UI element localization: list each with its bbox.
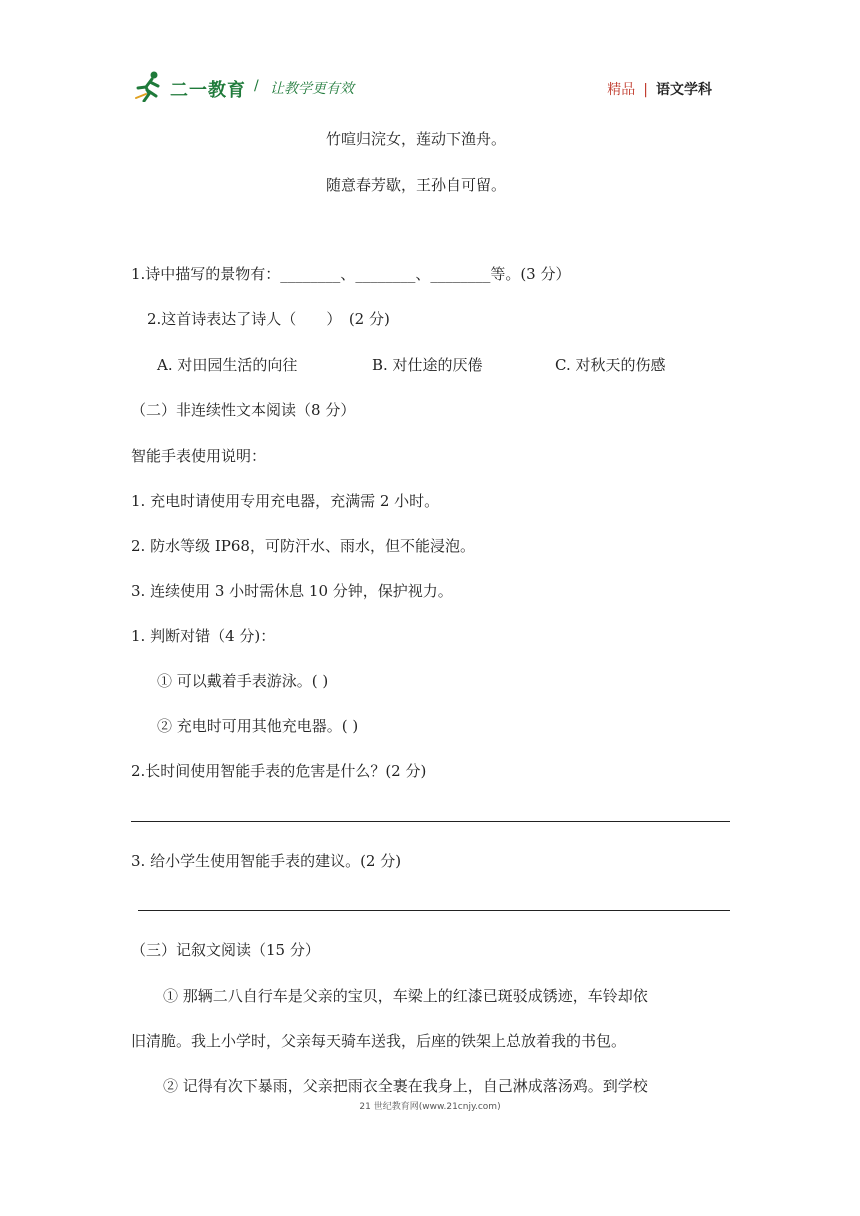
quality-tag: 精品 (607, 82, 636, 98)
paragraph-1-line-2: 旧清脆。我上小学时，父亲每天骑车送我，后座的铁架上总放着我的书包。 (131, 1032, 627, 1050)
instruction-3: 3. 连续使用 3 小时需休息 10 分钟，保护视力。 (131, 582, 453, 600)
page-header (130, 66, 730, 110)
section-2-question-2: 2.长时间使用智能手表的危害是什么？(2 分) (131, 762, 427, 780)
judge-question: 1. 判断对错（4 分)： (131, 627, 276, 645)
judge-item-1: ① 可以戴着手表游泳。( ) (157, 672, 329, 690)
paragraph-1-line-1: ① 那辆二八自行车是父亲的宝贝，车梁上的红漆已斑驳成锈迹，车铃却依 (163, 987, 648, 1005)
answer-line-2 (138, 910, 730, 911)
header-separator: | (643, 82, 648, 98)
question-2: 2.这首诗表达了诗人（ ） (2 分) (147, 310, 390, 328)
instruction-1: 1. 充电时请使用专用充电器，充满需 2 小时。 (131, 492, 440, 510)
runner-logo-icon (134, 70, 164, 102)
section-2-question-3: 3. 给小学生使用智能手表的建议。(2 分) (131, 852, 402, 870)
section-3-title: （三）记叙文阅读（15 分） (131, 941, 320, 959)
answer-line-1 (131, 821, 730, 822)
subject-label: 语文学科 (656, 82, 712, 98)
option-a: A. 对田园生活的向往 (157, 356, 298, 374)
section-2-title: （二）非连续性文本阅读（8 分） (131, 401, 356, 419)
question-1: 1.诗中描写的景物有：________、________、________等。(3 分） (131, 265, 571, 283)
section-2-intro: 智能手表使用说明： (131, 447, 267, 465)
option-c: C. 对秋天的伤感 (555, 356, 666, 374)
brand-slogan: 让教学更有效 (270, 81, 354, 97)
page-footer: 21 世纪教育网(www.21cnjy.com) (359, 1102, 501, 1112)
option-b: B. 对仕途的厌倦 (372, 356, 483, 374)
paragraph-2-line-1: ② 记得有次下暴雨，父亲把雨衣全裹在我身上，自己淋成落汤鸡。到学校 (163, 1077, 648, 1095)
header-slash: / (254, 78, 259, 94)
poem-line-1: 竹喧归浣女，莲动下渔舟。 (326, 130, 507, 148)
instruction-2: 2. 防水等级 IP68，可防汗水、雨水，但不能浸泡。 (131, 537, 475, 555)
header-right (607, 79, 712, 99)
judge-item-2: ② 充电时可用其他充电器。( ) (157, 717, 359, 735)
brand-name: 二一教育 (170, 80, 246, 101)
poem-line-2: 随意春芳歇，王孙自可留。 (326, 176, 507, 194)
